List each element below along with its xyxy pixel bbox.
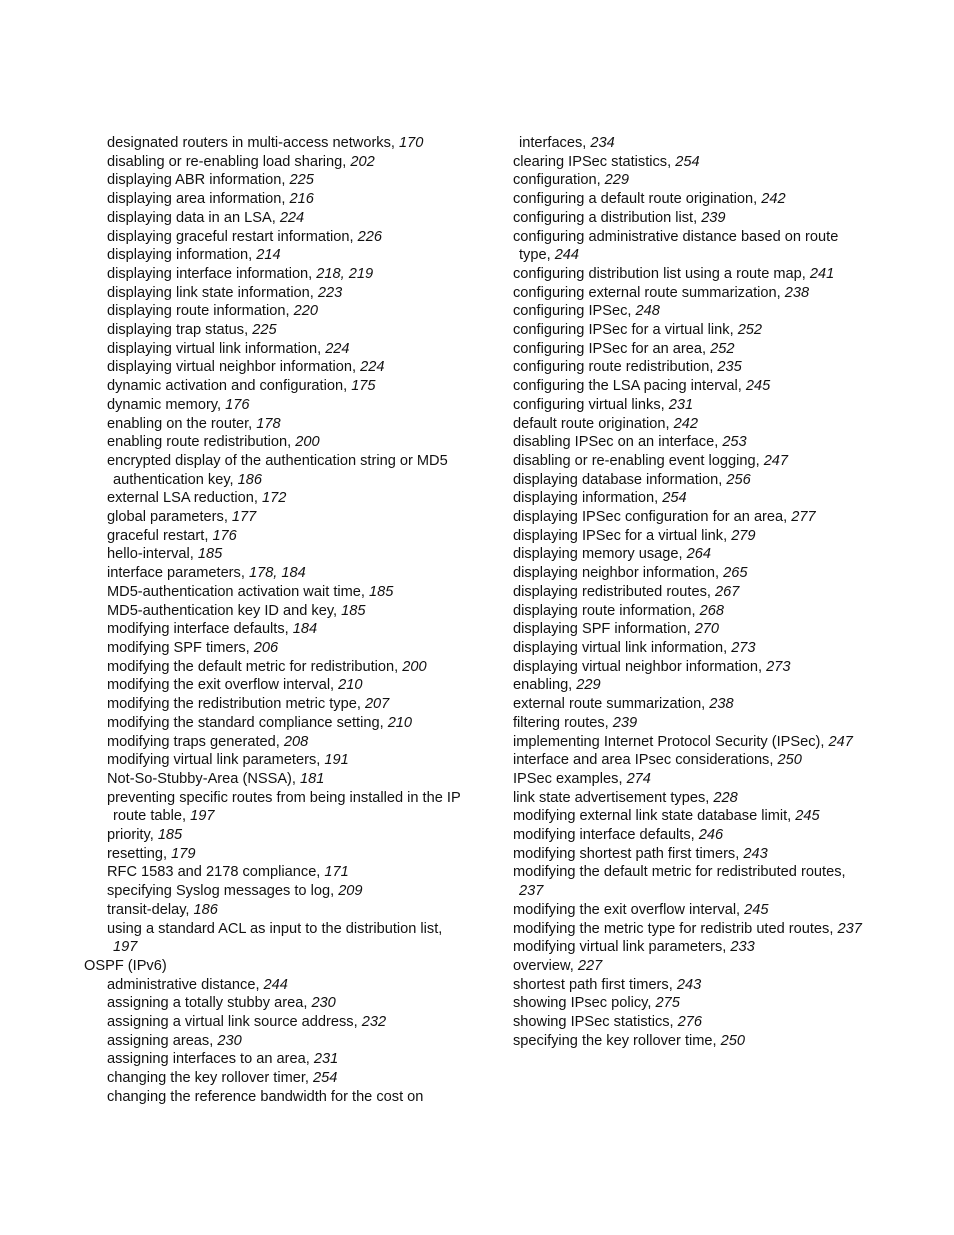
entry-text: specifying the key rollover time, <box>513 1032 717 1049</box>
entry-text: displaying information, <box>107 247 253 264</box>
entry-text: modifying interface defaults, <box>107 621 289 638</box>
entry-text: showing IPsec policy, <box>513 995 652 1012</box>
entry-page-numbers: 224 <box>275 209 305 226</box>
entry-text: configuring virtual links, <box>513 396 665 413</box>
index-entry <box>84 863 504 882</box>
index-entry <box>84 751 504 770</box>
entry-page-numbers: 179 <box>167 845 196 862</box>
entry-text: disabling IPSec on an interface, <box>513 434 719 451</box>
entry-page-numbers: 237 <box>833 920 862 937</box>
entry-page-numbers: 250 <box>716 1032 745 1049</box>
entry-page-numbers: 275 <box>651 995 680 1012</box>
index-column-right <box>513 134 893 1050</box>
entry-text: modifying the exit overflow interval, <box>107 677 335 694</box>
entry-text: preventing specific routes from being installed in the IP <box>107 789 461 806</box>
entry-text: displaying SPF information, <box>513 621 691 638</box>
index-entry <box>84 396 504 415</box>
index-entry <box>84 471 504 490</box>
index-entry <box>84 209 504 228</box>
entry-text: dynamic memory, <box>107 396 222 413</box>
index-heading <box>84 957 504 976</box>
index-entry <box>513 452 893 471</box>
index-entry <box>513 1013 893 1032</box>
index-entry <box>84 1032 504 1051</box>
entry-page-numbers: 178 <box>252 415 281 432</box>
index-entry <box>84 1013 504 1032</box>
index-entry <box>513 583 893 602</box>
entry-text: clearing IPSec statistics, <box>513 153 672 170</box>
index-entry <box>513 153 893 172</box>
index-entry <box>84 994 504 1013</box>
index-entry <box>84 508 504 527</box>
entry-text: displaying information, <box>513 490 659 507</box>
entry-page-numbers: 224 <box>356 359 385 376</box>
entry-text: changing the reference bandwidth for the cost on <box>107 1088 424 1105</box>
entry-page-numbers: 210 <box>334 677 363 694</box>
entry-page-numbers: 238 <box>780 284 810 301</box>
index-entry <box>513 751 893 770</box>
entry-text: enabling route redistribution, <box>107 434 292 451</box>
index-entry <box>513 171 893 190</box>
index-entry <box>84 153 504 172</box>
entry-page-numbers: 185 <box>193 546 223 563</box>
entry-text: configuring a distribution list, <box>513 209 698 226</box>
entry-text: interfaces, <box>519 135 587 151</box>
entry-page-numbers: 197 <box>186 808 215 825</box>
index-entry <box>84 415 504 434</box>
entry-page-numbers: 202 <box>346 153 375 170</box>
entry-page-numbers: 239 <box>697 209 726 226</box>
entry-text: configuring administrative distance based on route <box>513 228 839 245</box>
entry-text: resetting, <box>107 845 168 862</box>
entry-text: OSPF (IPv6) <box>84 957 167 974</box>
entry-text: configuring the LSA pacing interval, <box>513 378 742 395</box>
entry-text: configuring distribution list using a route map, <box>513 265 806 282</box>
entry-text: configuring IPSec for a virtual link, <box>513 322 734 339</box>
index-entry <box>84 1069 504 1088</box>
entry-page-numbers: 239 <box>608 714 638 731</box>
entry-page-numbers: 247 <box>759 452 789 469</box>
entry-page-numbers: 233 <box>726 939 755 956</box>
index-entry <box>84 452 504 471</box>
entry-text: shortest path first timers, <box>513 976 673 993</box>
entry-text: modifying the default metric for redistribution, <box>107 658 399 675</box>
entry-page-numbers: 220 <box>289 303 318 320</box>
entry-text: displaying interface information, <box>107 265 313 282</box>
index-entry <box>513 358 893 377</box>
entry-page-numbers: 178, 184 <box>244 565 306 582</box>
index-entry <box>513 284 893 303</box>
entry-page-numbers: 253 <box>718 434 747 451</box>
entry-text: enabling, <box>513 677 573 694</box>
entry-text: displaying trap status, <box>107 322 249 339</box>
index-entry <box>84 564 504 583</box>
entry-page-numbers: 244 <box>550 247 580 264</box>
entry-text: configuring IPSec for an area, <box>513 340 707 357</box>
index-entry <box>84 228 504 247</box>
index-entry <box>84 602 504 621</box>
entry-text: specifying Syslog messages to log, <box>107 883 335 900</box>
entry-page-numbers: 229 <box>572 677 601 694</box>
entry-page-numbers: 223 <box>313 284 343 301</box>
index-entry <box>84 714 504 733</box>
entry-text: MD5-authentication key ID and key, <box>107 602 338 619</box>
index-entry <box>84 733 504 752</box>
entry-page-numbers: 206 <box>249 639 279 656</box>
index-entry <box>84 1050 504 1069</box>
entry-text: implementing Internet Protocol Security (IPSec), <box>513 733 825 750</box>
index-entry <box>513 826 893 845</box>
entry-text: configuration, <box>513 172 601 189</box>
entry-text: filtering routes, <box>513 714 609 731</box>
entry-text: displaying IPSec configuration for an area, <box>513 509 788 526</box>
entry-text: displaying ABR information, <box>107 172 286 189</box>
entry-page-numbers: 268 <box>695 602 724 619</box>
entry-text: overview, <box>513 957 574 974</box>
entry-page-numbers: 228 <box>709 789 738 806</box>
entry-text: disabling or re-enabling load sharing, <box>107 153 347 170</box>
entry-page-numbers: 254 <box>671 153 700 170</box>
index-entry <box>84 321 504 340</box>
index-entry <box>513 377 893 396</box>
entry-page-numbers: 273 <box>762 658 791 675</box>
entry-page-numbers: 172 <box>257 490 287 507</box>
index-entry <box>513 489 893 508</box>
entry-text: disabling or re-enabling event logging, <box>513 452 760 469</box>
entry-text: assigning areas, <box>107 1032 214 1049</box>
entry-page-numbers: 232 <box>357 1014 387 1031</box>
index-entry <box>513 246 893 265</box>
index-entry <box>513 957 893 976</box>
index-entry <box>513 602 893 621</box>
index-entry <box>513 415 893 434</box>
entry-text: modifying the default metric for redistributed routes, <box>513 864 846 881</box>
entry-page-numbers: 181 <box>295 770 325 787</box>
entry-text: designated routers in multi-access networks, <box>107 135 395 151</box>
index-entry <box>513 994 893 1013</box>
index-entry <box>513 845 893 864</box>
entry-text: modifying the redistribution metric type, <box>107 696 361 713</box>
entry-page-numbers: 248 <box>631 303 660 320</box>
index-entry <box>84 770 504 789</box>
entry-page-numbers: 254 <box>308 1070 338 1087</box>
entry-page-numbers: 235 <box>713 359 742 376</box>
index-entry <box>84 302 504 321</box>
entry-page-numbers: 197 <box>113 939 138 956</box>
entry-page-numbers: 237 <box>519 883 544 900</box>
index-entry <box>513 807 893 826</box>
index-entry <box>513 695 893 714</box>
index-entry <box>513 620 893 639</box>
entry-text: administrative distance, <box>107 976 260 993</box>
entry-page-numbers: 176 <box>208 527 237 544</box>
entry-page-numbers: 229 <box>600 172 630 189</box>
entry-page-numbers: 264 <box>682 546 711 563</box>
entry-page-numbers: 241 <box>805 265 835 282</box>
entry-text: displaying route information, <box>107 303 290 320</box>
entry-page-numbers: 186 <box>233 471 263 488</box>
entry-page-numbers: 245 <box>740 901 769 918</box>
entry-text: modifying the metric type for redistrib uted routes, <box>513 920 834 937</box>
entry-page-numbers: 200 <box>398 658 427 675</box>
index-entry <box>84 901 504 920</box>
index-entry <box>513 302 893 321</box>
index-entry <box>84 976 504 995</box>
index-entry <box>513 639 893 658</box>
entry-text: configuring route redistribution, <box>513 359 714 376</box>
entry-text: displaying neighbor information, <box>513 565 720 582</box>
entry-page-numbers: 243 <box>672 976 702 993</box>
entry-text: modifying interface defaults, <box>513 827 695 844</box>
entry-page-numbers: 171 <box>320 864 349 881</box>
entry-page-numbers: 224 <box>321 340 350 357</box>
entry-text: displaying area information, <box>107 191 286 208</box>
entry-text: interface parameters, <box>107 565 245 582</box>
index-entry <box>84 190 504 209</box>
entry-text: modifying virtual link parameters, <box>107 752 321 769</box>
index-entry <box>513 340 893 359</box>
entry-page-numbers: 176 <box>221 396 250 413</box>
entry-page-numbers: 231 <box>309 1051 339 1068</box>
entry-text: Not-So-Stubby-Area (NSSA), <box>107 770 296 787</box>
entry-page-numbers: 225 <box>248 322 277 339</box>
index-entry <box>84 377 504 396</box>
entry-page-numbers: 279 <box>727 527 756 544</box>
index-entry <box>84 134 504 153</box>
entry-text: transit-delay, <box>107 901 190 918</box>
entry-text: assigning a virtual link source address, <box>107 1014 358 1031</box>
entry-page-numbers: 208 <box>279 733 309 750</box>
entry-page-numbers: 225 <box>285 172 314 189</box>
entry-page-numbers: 175 <box>347 378 376 395</box>
entry-text: displaying link state information, <box>107 284 314 301</box>
entry-page-numbers: 245 <box>741 378 771 395</box>
entry-text: modifying external link state database limit, <box>513 808 792 825</box>
entry-text: IPSec examples, <box>513 770 623 787</box>
entry-page-numbers: 186 <box>189 901 218 918</box>
index-entry <box>513 714 893 733</box>
index-entry <box>513 882 893 901</box>
entry-page-numbers: 243 <box>739 845 768 862</box>
index-entry <box>84 246 504 265</box>
index-entry <box>513 676 893 695</box>
entry-page-numbers: 209 <box>334 883 363 900</box>
entry-page-numbers: 218, 219 <box>312 265 374 282</box>
index-entry <box>84 920 504 939</box>
entry-text: interface and area IPsec considerations, <box>513 752 774 769</box>
entry-text: assigning a totally stubby area, <box>107 995 308 1012</box>
index-entry <box>513 134 893 153</box>
entry-page-numbers: 270 <box>690 621 720 638</box>
index-entry <box>513 901 893 920</box>
entry-page-numbers: 242 <box>669 415 698 432</box>
entry-page-numbers: 277 <box>787 509 816 526</box>
index-entry <box>84 807 504 826</box>
index-entry <box>84 265 504 284</box>
entry-text: priority, <box>107 827 154 844</box>
index-entry <box>84 620 504 639</box>
index-entry <box>513 770 893 789</box>
entry-text: MD5-authentication activation wait time, <box>107 583 365 600</box>
index-entry <box>513 433 893 452</box>
entry-page-numbers: 185 <box>337 602 366 619</box>
entry-text: global parameters, <box>107 509 228 526</box>
entry-page-numbers: 185 <box>364 583 394 600</box>
entry-text: changing the key rollover timer, <box>107 1070 309 1087</box>
index-entry <box>513 789 893 808</box>
entry-page-numbers: 214 <box>252 247 281 264</box>
index-entry <box>84 433 504 452</box>
entry-page-numbers: 265 <box>719 565 748 582</box>
index-entry <box>84 284 504 303</box>
index-entry <box>84 789 504 808</box>
entry-text: modifying traps generated, <box>107 733 280 750</box>
entry-text: displaying graceful restart information, <box>107 228 354 245</box>
index-entry <box>513 863 893 882</box>
index-entry <box>513 733 893 752</box>
entry-page-numbers: 273 <box>727 639 756 656</box>
entry-page-numbers: 170 <box>394 135 424 151</box>
entry-text: RFC 1583 and 2178 compliance, <box>107 864 321 881</box>
index-entry <box>84 938 504 957</box>
entry-text: graceful restart, <box>107 527 209 544</box>
index-entry <box>84 340 504 359</box>
entry-text: displaying virtual link information, <box>513 639 728 656</box>
index-entry <box>84 583 504 602</box>
entry-page-numbers: 191 <box>320 752 349 769</box>
entry-page-numbers: 230 <box>307 995 336 1012</box>
index-entry <box>84 1088 504 1107</box>
entry-page-numbers: 238 <box>705 696 734 713</box>
entry-text: hello-interval, <box>107 546 194 563</box>
entry-page-numbers: 185 <box>153 827 183 844</box>
index-entry <box>513 920 893 939</box>
entry-text: external route summarization, <box>513 696 706 713</box>
entry-text: enabling on the router, <box>107 415 253 432</box>
entry-page-numbers: 216 <box>285 191 314 208</box>
index-entry <box>84 639 504 658</box>
entry-text: modifying the exit overflow interval, <box>513 901 741 918</box>
entry-text: displaying IPSec for a virtual link, <box>513 527 728 544</box>
entry-text: modifying shortest path first timers, <box>513 845 740 862</box>
index-entry <box>84 545 504 564</box>
entry-page-numbers: 207 <box>360 696 390 713</box>
entry-page-numbers: 274 <box>622 770 651 787</box>
entry-page-numbers: 252 <box>733 322 763 339</box>
index-entry <box>513 658 893 677</box>
index-entry <box>84 882 504 901</box>
entry-text: showing IPSec statistics, <box>513 1014 674 1031</box>
entry-text: route table, <box>113 808 187 825</box>
entry-page-numbers: 256 <box>722 471 751 488</box>
entry-page-numbers: 247 <box>824 733 853 750</box>
index-entry <box>84 826 504 845</box>
entry-text: default route origination, <box>513 415 670 432</box>
entry-page-numbers: 227 <box>573 957 603 974</box>
index-column-left <box>84 134 504 1107</box>
entry-page-numbers: 244 <box>259 976 288 993</box>
index-entry <box>84 658 504 677</box>
entry-page-numbers: 245 <box>791 808 820 825</box>
entry-text: configuring IPSec, <box>513 303 632 320</box>
index-entry <box>513 321 893 340</box>
entry-text: displaying database information, <box>513 471 723 488</box>
index-entry <box>513 209 893 228</box>
index-entry <box>513 976 893 995</box>
index-entry <box>513 228 893 247</box>
index-entry <box>84 527 504 546</box>
index-entry <box>513 471 893 490</box>
entry-page-numbers: 230 <box>213 1032 242 1049</box>
index-entry <box>513 265 893 284</box>
entry-text: displaying virtual neighbor information, <box>107 359 357 376</box>
entry-page-numbers: 226 <box>353 228 382 245</box>
entry-page-numbers: 246 <box>694 827 724 844</box>
entry-text: displaying redistributed routes, <box>513 583 711 600</box>
entry-text: displaying memory usage, <box>513 546 683 563</box>
entry-text: configuring external route summarization, <box>513 284 781 301</box>
entry-page-numbers: 210 <box>383 714 413 731</box>
entry-page-numbers: 254 <box>658 490 687 507</box>
index-entry <box>84 676 504 695</box>
entry-page-numbers: 177 <box>227 509 257 526</box>
index-entry <box>513 1032 893 1051</box>
entry-text: authentication key, <box>113 471 234 488</box>
entry-page-numbers: 250 <box>773 752 802 769</box>
index-entry <box>513 938 893 957</box>
entry-text: link state advertisement types, <box>513 789 710 806</box>
entry-text: configuring a default route origination, <box>513 191 758 208</box>
entry-page-numbers: 231 <box>664 396 694 413</box>
entry-page-numbers: 184 <box>288 621 318 638</box>
index-entry <box>84 695 504 714</box>
entry-page-numbers: 234 <box>586 135 615 151</box>
index-entry <box>513 508 893 527</box>
index-entry <box>513 564 893 583</box>
entry-text: displaying virtual neighbor information, <box>513 658 763 675</box>
index-entry <box>513 545 893 564</box>
index-entry <box>84 358 504 377</box>
entry-text: external LSA reduction, <box>107 490 258 507</box>
entry-text: type, <box>519 247 551 264</box>
entry-page-numbers: 242 <box>757 191 786 208</box>
entry-text: modifying SPF timers, <box>107 639 250 656</box>
index-entry <box>84 845 504 864</box>
entry-text: displaying route information, <box>513 602 696 619</box>
index-entry <box>513 190 893 209</box>
entry-text: dynamic activation and configuration, <box>107 378 348 395</box>
entry-text: displaying virtual link information, <box>107 340 322 357</box>
entry-text: assigning interfaces to an area, <box>107 1051 310 1068</box>
entry-text: using a standard ACL as input to the distribution list, <box>107 920 443 937</box>
entry-page-numbers: 267 <box>710 583 740 600</box>
entry-page-numbers: 200 <box>291 434 320 451</box>
entry-text: encrypted display of the authentication string or MD5 <box>107 452 448 469</box>
entry-text: modifying the standard compliance setting, <box>107 714 384 731</box>
index-entry <box>513 396 893 415</box>
entry-page-numbers: 252 <box>706 340 735 357</box>
entry-page-numbers: 276 <box>673 1014 703 1031</box>
entry-text: displaying data in an LSA, <box>107 209 276 226</box>
index-entry <box>84 489 504 508</box>
index-entry <box>513 527 893 546</box>
index-entry <box>84 171 504 190</box>
entry-text: modifying virtual link parameters, <box>513 939 727 956</box>
